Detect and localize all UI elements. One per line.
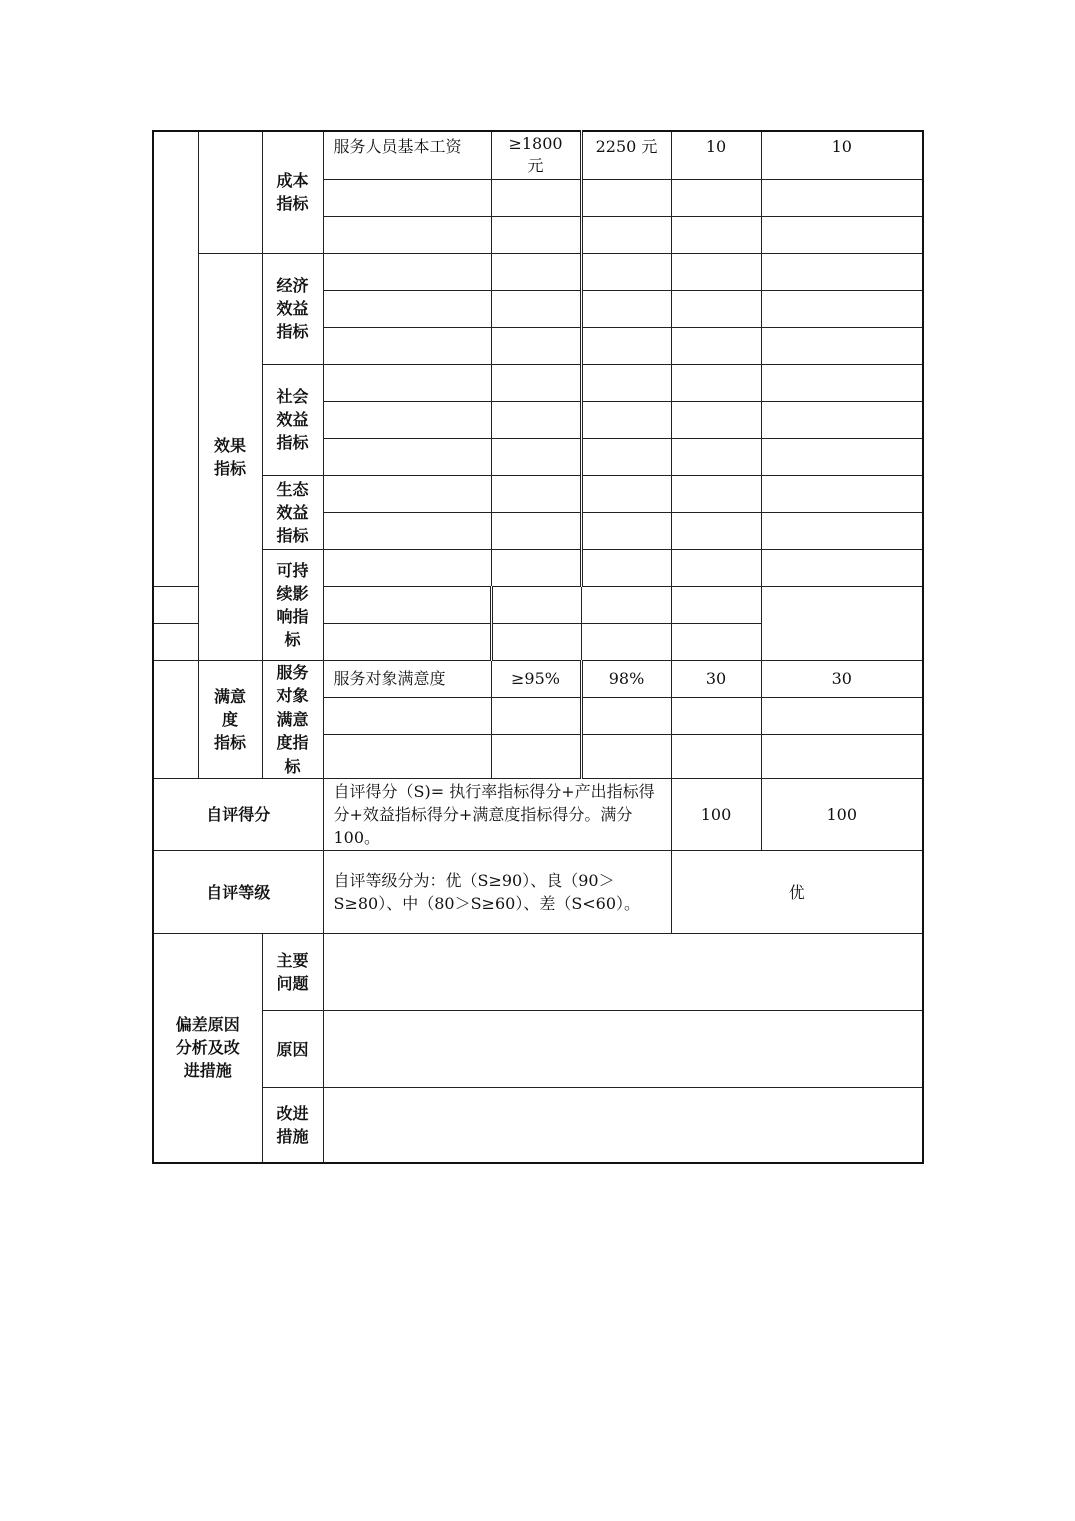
table-row bbox=[153, 475, 923, 512]
self-score-total: 100 bbox=[671, 779, 761, 851]
empty-cell bbox=[323, 734, 491, 778]
empty-cell bbox=[761, 364, 923, 401]
empty-cell bbox=[323, 327, 491, 364]
empty-cell bbox=[671, 179, 761, 216]
effect-indicator-label: 效果 指标 bbox=[198, 253, 262, 660]
empty-cell bbox=[581, 549, 671, 586]
target-value-cell: ≥1800 元 bbox=[491, 131, 581, 179]
table-row bbox=[153, 253, 923, 290]
self-grade-description: 自评等级分为：优（S≥90）、良（90＞S≥80）、中（80＞S≥60）、差（S<60）。 bbox=[323, 851, 671, 934]
empty-cell bbox=[671, 697, 761, 734]
empty-cell bbox=[671, 734, 761, 778]
empty-cell bbox=[323, 401, 491, 438]
main-problem-label: 主要 问题 bbox=[262, 934, 323, 1011]
empty-cell bbox=[671, 623, 761, 660]
empty-cell bbox=[581, 438, 671, 475]
empty-cell bbox=[581, 401, 671, 438]
satisfaction-indicator-label: 满意 度 指标 bbox=[198, 660, 262, 779]
empty-cell bbox=[671, 475, 761, 512]
deviation-analysis-label: 偏差原因 分析及改 进措施 bbox=[153, 934, 262, 1163]
empty-cell bbox=[761, 216, 923, 253]
empty-cell bbox=[761, 512, 923, 549]
empty-cell bbox=[153, 623, 198, 660]
cost-indicator-label: 成本 指标 bbox=[262, 131, 323, 253]
table-row bbox=[153, 131, 923, 179]
empty-cell bbox=[491, 327, 581, 364]
empty-cell bbox=[323, 364, 491, 401]
table-row bbox=[153, 1088, 923, 1163]
indicator-name-cell: 服务人员基本工资 bbox=[323, 131, 491, 179]
social-benefit-label: 社会 效益 指标 bbox=[262, 364, 323, 475]
blank-category-cell bbox=[198, 131, 262, 253]
empty-cell bbox=[323, 216, 491, 253]
empty-cell bbox=[581, 475, 671, 512]
actual-value-cell: 98% bbox=[581, 660, 671, 697]
table-row bbox=[153, 660, 923, 697]
empty-cell bbox=[761, 734, 923, 778]
empty-cell bbox=[491, 512, 581, 549]
performance-evaluation-table bbox=[152, 130, 924, 1164]
self-score-label: 自评得分 bbox=[153, 779, 323, 851]
empty-cell bbox=[581, 216, 671, 253]
table-row bbox=[153, 934, 923, 1011]
target-value-cell: ≥95% bbox=[491, 660, 581, 697]
empty-cell bbox=[761, 697, 923, 734]
empty-cell bbox=[671, 327, 761, 364]
blank-outer-cell bbox=[153, 660, 198, 779]
table-row bbox=[153, 549, 923, 586]
table-row bbox=[153, 1011, 923, 1088]
empty-cell bbox=[761, 327, 923, 364]
empty-cell bbox=[491, 734, 581, 778]
empty-cell bbox=[671, 586, 761, 623]
empty-cell bbox=[491, 401, 581, 438]
empty-cell bbox=[491, 475, 581, 512]
empty-cell bbox=[323, 179, 491, 216]
table-row bbox=[153, 364, 923, 401]
empty-cell bbox=[761, 253, 923, 290]
empty-cell bbox=[761, 290, 923, 327]
service-target-satisfaction-label: 服务 对象 满意 度指 标 bbox=[262, 660, 323, 779]
empty-cell bbox=[671, 364, 761, 401]
empty-cell bbox=[761, 475, 923, 512]
empty-cell bbox=[671, 549, 761, 586]
performance-table-sheet bbox=[152, 130, 924, 1164]
empty-cell bbox=[323, 475, 491, 512]
empty-cell bbox=[491, 623, 581, 660]
empty-cell bbox=[761, 549, 923, 586]
empty-cell bbox=[581, 623, 671, 660]
empty-cell bbox=[761, 179, 923, 216]
empty-cell bbox=[323, 697, 491, 734]
main-problem-content bbox=[323, 934, 923, 1011]
empty-cell bbox=[581, 290, 671, 327]
table-row bbox=[153, 779, 923, 851]
empty-cell bbox=[761, 438, 923, 475]
weight-cell: 30 bbox=[671, 660, 761, 697]
empty-cell bbox=[491, 216, 581, 253]
empty-cell bbox=[323, 549, 491, 586]
empty-cell bbox=[581, 364, 671, 401]
indicator-name-cell: 服务对象满意度 bbox=[323, 660, 491, 697]
empty-cell bbox=[581, 179, 671, 216]
weight-cell: 10 bbox=[671, 131, 761, 179]
empty-cell bbox=[581, 586, 671, 623]
empty-cell bbox=[491, 364, 581, 401]
empty-cell bbox=[581, 697, 671, 734]
empty-cell bbox=[671, 253, 761, 290]
ecological-benefit-label: 生态 效益 指标 bbox=[262, 475, 323, 549]
reason-label: 原因 bbox=[262, 1011, 323, 1088]
score-cell: 30 bbox=[761, 660, 923, 697]
actual-value-cell: 2250 元 bbox=[581, 131, 671, 179]
empty-cell bbox=[671, 290, 761, 327]
empty-cell bbox=[323, 586, 491, 623]
empty-cell bbox=[671, 401, 761, 438]
empty-cell bbox=[581, 512, 671, 549]
empty-cell bbox=[153, 586, 198, 623]
self-score-description: 自评得分（S)= 执行率指标得分+产出指标得分+效益指标得分+满意度指标得分。满分 100。 bbox=[323, 779, 671, 851]
empty-cell bbox=[323, 438, 491, 475]
empty-cell bbox=[491, 253, 581, 290]
empty-cell bbox=[323, 290, 491, 327]
empty-cell bbox=[491, 697, 581, 734]
empty-cell bbox=[581, 327, 671, 364]
empty-cell bbox=[491, 179, 581, 216]
empty-cell bbox=[323, 512, 491, 549]
self-score-value: 100 bbox=[761, 779, 923, 851]
empty-cell bbox=[491, 549, 581, 586]
economic-benefit-label: 经济 效益 指标 bbox=[262, 253, 323, 364]
score-cell: 10 bbox=[761, 131, 923, 179]
empty-cell bbox=[491, 290, 581, 327]
reason-content bbox=[323, 1011, 923, 1088]
improvement-label: 改进 措施 bbox=[262, 1088, 323, 1163]
empty-cell bbox=[671, 438, 761, 475]
blank-outer-cell bbox=[153, 131, 198, 586]
sustainable-impact-label: 可持 续影 响指 标 bbox=[262, 549, 323, 660]
empty-cell bbox=[761, 401, 923, 438]
empty-cell bbox=[491, 586, 581, 623]
improvement-content bbox=[323, 1088, 923, 1163]
self-grade-label: 自评等级 bbox=[153, 851, 323, 934]
empty-cell bbox=[491, 438, 581, 475]
empty-cell bbox=[323, 253, 491, 290]
empty-cell bbox=[671, 216, 761, 253]
self-grade-value: 优 bbox=[671, 851, 923, 934]
empty-cell bbox=[671, 512, 761, 549]
empty-cell bbox=[581, 253, 671, 290]
table-row bbox=[153, 851, 923, 934]
empty-cell bbox=[581, 734, 671, 778]
empty-cell bbox=[323, 623, 491, 660]
